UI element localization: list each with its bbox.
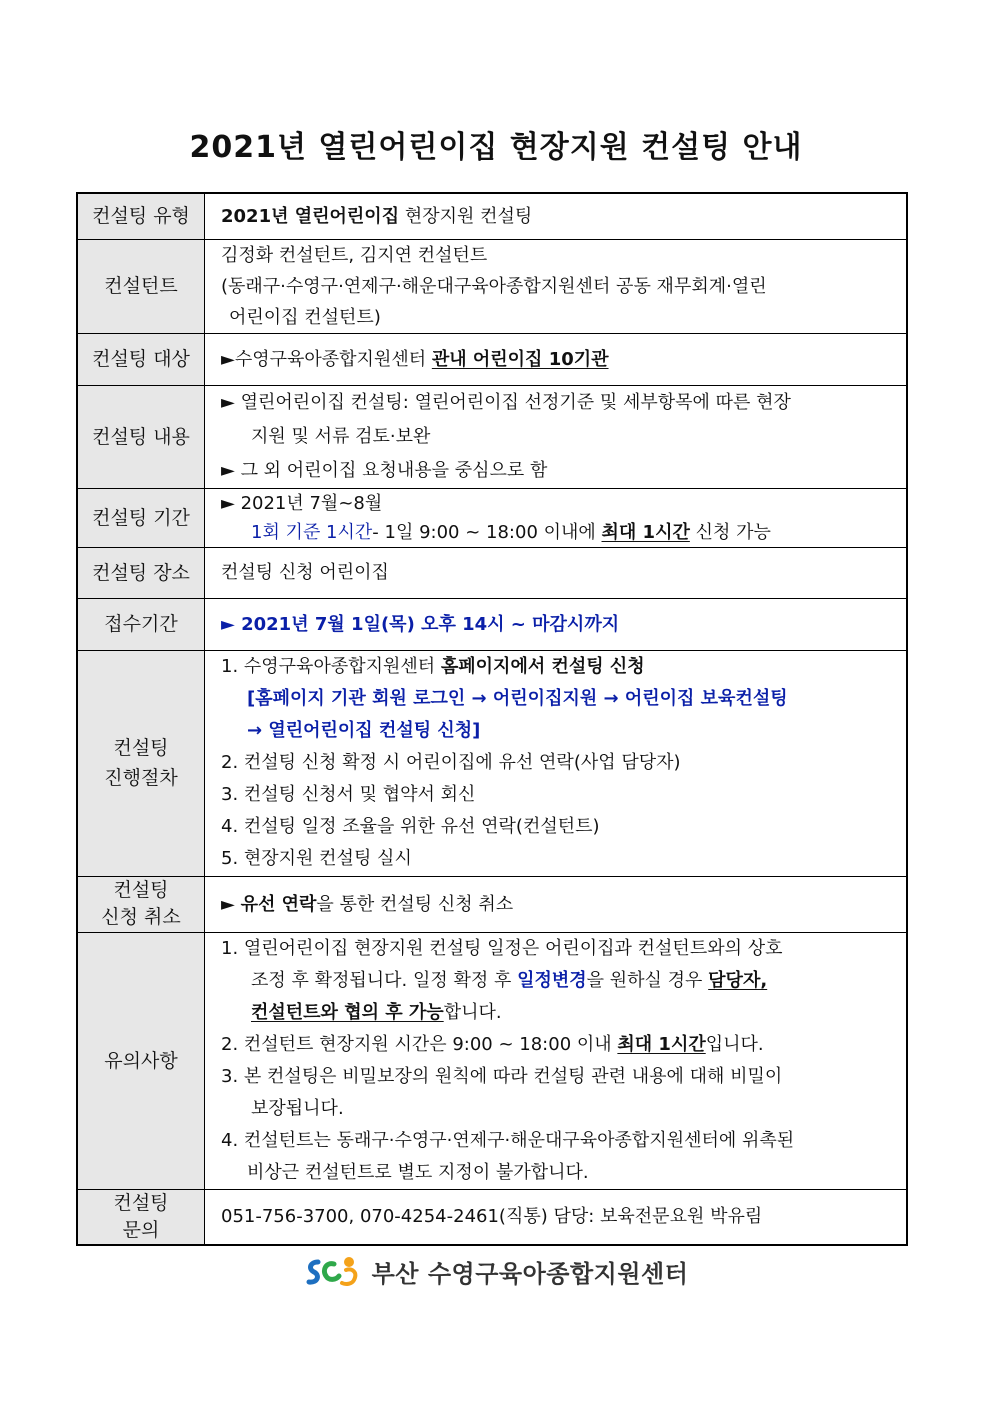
note-3-cont: 보장됩니다. [251, 1097, 344, 1119]
cancel-header-line2: 신청 취소 [101, 906, 181, 928]
cancel-method: 유선 연락 [240, 893, 317, 915]
row-value-procedure [205, 650, 908, 876]
period-apply: 신청 가능 [689, 521, 771, 543]
info-table [76, 192, 908, 1246]
period-months: ► 2021년 7월~8월 [221, 492, 383, 514]
note-1-cont2: 을 원하실 경우 [586, 969, 709, 991]
note-1-change: 일정변경 [517, 969, 587, 991]
content-item-1: ► 열린어린이집 컨설팅: 열린어린이집 선정기준 및 세부항목에 따른 현장 [221, 391, 791, 413]
row-value-target [205, 333, 908, 385]
row-header-target: 컨설팅 대상 [77, 333, 205, 385]
inquiry-header-line2: 문의 [122, 1218, 160, 1241]
row-value-content [205, 385, 908, 488]
note-4: 4. 컨설턴트는 동래구·수영구·연제구·해운대구육아종합지원센터에 위촉된 [221, 1129, 795, 1151]
note-1: 1. 열린어린이집 현장지원 컨설팅 일정은 어린이집과 컨설턴트와의 상호 [221, 937, 783, 959]
row-header-cancel [77, 876, 205, 932]
type-program-desc: 현장지원 컨설팅 [399, 205, 533, 227]
table-row [77, 239, 907, 333]
note-1-end: 합니다. [443, 1001, 502, 1023]
type-program-name: 2021년 열린어린이집 [221, 205, 400, 227]
row-value-place: 컨설팅 신청 어린이집 [205, 547, 908, 598]
table-row [77, 932, 907, 1189]
procedure-step-2: 2. 컨설팅 신청 확정 시 어린이집에 유선 연락(사업 담당자) [221, 752, 681, 773]
period-unit: 1회 기준 1시간 [251, 521, 373, 543]
footer-org-name: 부산 수영구육아종합지원센터 [371, 1259, 689, 1288]
content-item-2: ► 그 외 어린이집 요청내용을 중심으로 함 [221, 459, 548, 481]
note-4-cont: 비상근 컨설턴트로 별도 지정이 불가합니다. [247, 1161, 589, 1183]
table-row [77, 385, 907, 488]
procedure-step-5: 5. 현장지원 컨설팅 실시 [221, 848, 412, 869]
row-value-cancel [205, 876, 908, 932]
target-count: 관내 어린이집 10기관 [431, 348, 609, 370]
note-2: 2. 컨설턴트 현장지원 시간은 9:00 ~ 18:00 이내 [221, 1033, 618, 1055]
procedure-step-4: 4. 컨설팅 일정 조율을 위한 유선 연락(컨설턴트) [221, 816, 600, 837]
table-row [77, 1189, 907, 1245]
row-header-content: 컨설팅 내용 [77, 385, 205, 488]
row-header-consultant: 컨설턴트 [77, 239, 205, 333]
table-row [77, 876, 907, 932]
footer [0, 1252, 992, 1290]
row-header-period: 컨설팅 기간 [77, 488, 205, 547]
center-logo-icon [304, 1252, 364, 1290]
cancel-header-line1: 컨설팅 [113, 879, 169, 901]
note-1-cont: 조정 후 확정됩니다. 일정 확정 후 [251, 969, 518, 991]
row-header-procedure [77, 650, 205, 876]
note-2-max: 최대 1시간 [617, 1033, 706, 1055]
row-header-place: 컨설팅 장소 [77, 547, 205, 598]
note-2-end: 입니다. [705, 1033, 764, 1055]
row-value-notes [205, 932, 908, 1189]
table-row [77, 193, 907, 239]
table-row [77, 650, 907, 876]
table-row [77, 598, 907, 650]
consultant-names: 김정화 컨설턴트, 김지연 컨설턴트 [221, 244, 488, 266]
consultant-affiliation: (동래구·수영구·연제구·해운대구육아종합지원센터 공동 재무회계·열린 [221, 275, 767, 297]
cancel-desc: 을 통한 컨설팅 신청 취소 [316, 893, 514, 915]
table-row [77, 547, 907, 598]
period-max: 최대 1시간 [601, 521, 690, 543]
page-title: 2021년 열린어린이집 현장지원 컨설팅 안내 [189, 130, 803, 165]
row-header-notes: 유의사항 [77, 932, 205, 1189]
row-value-type [205, 193, 908, 239]
content-item-1-cont: 지원 및 서류 검토·보완 [251, 425, 431, 447]
procedure-step-3: 3. 컨설팅 신청서 및 협약서 회신 [221, 784, 476, 805]
cancel-arrow: ► [221, 893, 241, 915]
procedure-step-1: 1. 수영구육아종합지원센터 [221, 656, 441, 677]
row-value-period [205, 488, 908, 547]
procedure-header-line1: 컨설팅 [113, 737, 169, 759]
row-header-reception: 접수기간 [77, 598, 205, 650]
row-header-inquiry [77, 1189, 205, 1245]
row-header-type: 컨설팅 유형 [77, 193, 205, 239]
row-value-reception: ► 2021년 7월 1일(목) 오후 14시 ~ 마감시까지 [205, 598, 908, 650]
table-row [77, 333, 907, 385]
target-center: ►수영구육아종합지원센터 [221, 348, 432, 370]
row-value-inquiry: 051-756-3700, 070-4254-2461(직통) 담당: 보육전문요원 박유림 [205, 1189, 908, 1245]
table-row [77, 488, 907, 547]
procedure-header-line2: 진행절차 [104, 767, 178, 789]
procedure-path-2: → 열린어린이집 컨설팅 신청] [247, 720, 481, 741]
inquiry-header-line1: 컨설팅 [113, 1191, 169, 1214]
consultant-role: 어린이집 컨설턴트) [229, 306, 381, 328]
note-1-contact: 담당자, [708, 969, 768, 991]
procedure-path-1: [홈페이지 기관 회원 로그인 → 어린이집지원 → 어린이집 보육컨설팅 [247, 688, 788, 709]
period-hours: - 1일 9:00 ~ 18:00 이내에 [372, 521, 602, 543]
row-value-consultant [205, 239, 908, 333]
note-3: 3. 본 컨설팅은 비밀보장의 원칙에 따라 컨설팅 관련 내용에 대해 비밀이 [221, 1065, 783, 1087]
note-1-agreement: 컨설턴트와 협의 후 가능 [251, 1001, 444, 1023]
procedure-step-1-emph: 홈페이지에서 컨설팅 신청 [440, 656, 645, 677]
